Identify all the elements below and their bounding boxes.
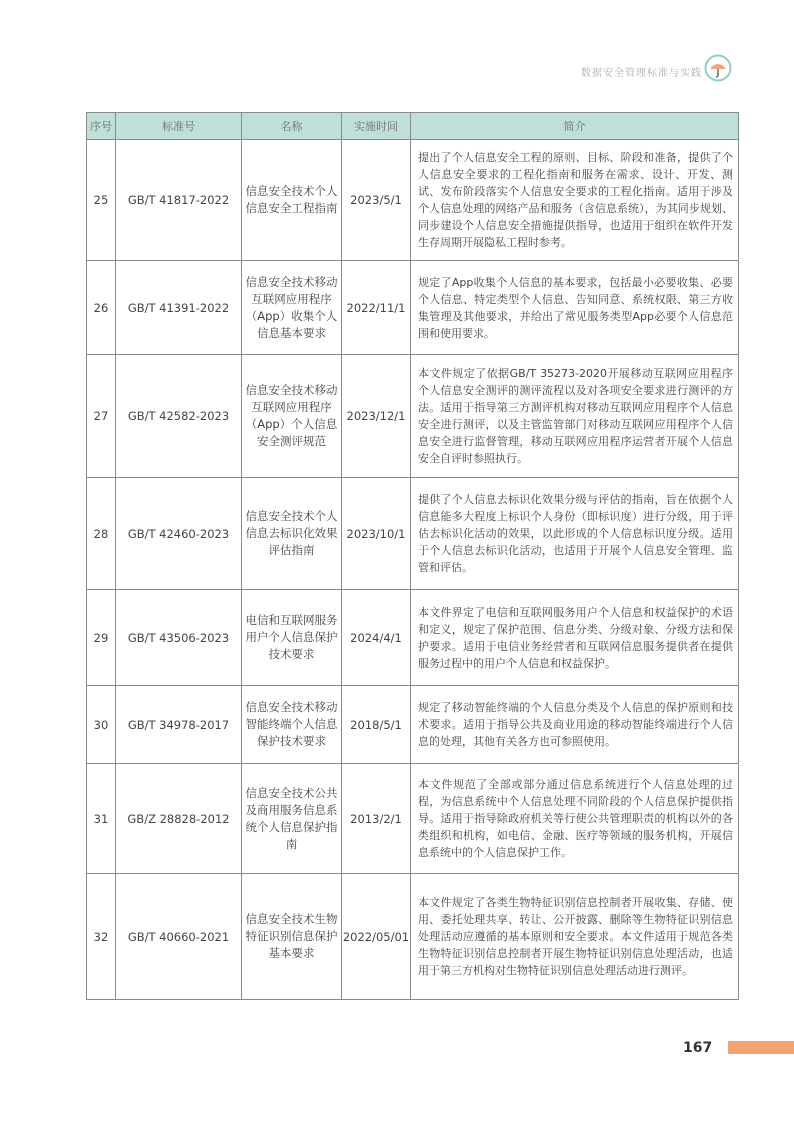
- row-description: 规定了移动智能终端的个人信息分类及个人信息的保护原则和技术要求。适用于指导公共及商业用途的移动智能终端进行个人信息的处理，其他有关各方也可参照使用。: [411, 686, 739, 764]
- row-date: 2013/2/1: [342, 764, 411, 874]
- row-description: 提出了个人信息安全工程的原则、目标、阶段和准备，提供了个人信息安全要求的工程化指南和服务在需求、设计、开发、测试、发布阶段落实个人信息安全要求的工程化指南。适用于涉及个人信息处理的网络产品和服务（含信息系统），为其同步规划、同步建设个人信息安全措施提供指导，也适用于组织在软件开发生存周期开展隐私工程时参考。: [411, 140, 739, 261]
- table-row: [87, 478, 739, 590]
- row-number: 25: [87, 140, 116, 261]
- row-number: 27: [87, 355, 116, 478]
- row-description: 本文件界定了电信和互联网服务用户个人信息和权益保护的术语和定义，规定了保护范围、信息分类、分级对象、分级方法和保护要求。适用于电信业务经营者和互联网信息服务提供者在提供服务过程中的用户个人信息和权益保护。: [411, 590, 739, 686]
- row-number: 31: [87, 764, 116, 874]
- row-number: 28: [87, 478, 116, 590]
- standards-table: [86, 112, 739, 1000]
- column-header-standard: 标准号: [116, 113, 242, 140]
- row-date: 2022/05/01: [342, 874, 411, 1000]
- column-header-date: 实施时间: [342, 113, 411, 140]
- row-description: 本文件规定了各类生物特征识别信息控制者开展收集、存储、使用、委托处理共享、转让、公开披露、删除等生物特征识别信息处理活动应遵循的基本原则和安全要求。本文件适用于规范各类生物特征识别信息控制者开展生物特征识别信息处理活动，也适用于第三方机构对生物特征识别信息处理活动进行测评。: [411, 874, 739, 1000]
- row-name: 信息安全技术公共及商用服务信息系统个人信息保护指南: [242, 764, 342, 874]
- table-row: [87, 874, 739, 1000]
- row-description: 规定了App收集个人信息的基本要求，包括最小必要收集、必要个人信息、特定类型个人信息、告知同意、系统权限、第三方收集管理及其他要求，并给出了常见服务类型App必要个人信息范围和使用要求。: [411, 261, 739, 355]
- row-number: 30: [87, 686, 116, 764]
- row-name: 信息安全技术生物特征识别信息保护基本要求: [242, 874, 342, 1000]
- row-standard: GB/T 42582-2023: [116, 355, 242, 478]
- row-name: 信息安全技术移动互联网应用程序（App）个人信息安全测评规范: [242, 355, 342, 478]
- row-date: 2023/5/1: [342, 140, 411, 261]
- header-title: 数据安全管理标准与实践: [581, 68, 702, 79]
- table-row: [87, 686, 739, 764]
- table-header-row: [87, 113, 739, 140]
- row-name: 信息安全技术个人信息安全工程指南: [242, 140, 342, 261]
- table-row: [87, 590, 739, 686]
- row-standard: GB/Z 28828-2012: [116, 764, 242, 874]
- row-name: 信息安全技术个人信息去标识化效果评估指南: [242, 478, 342, 590]
- row-standard: GB/T 41817-2022: [116, 140, 242, 261]
- page-number-accent-bar: [728, 1041, 794, 1054]
- table-row: [87, 261, 739, 355]
- row-date: 2023/12/1: [342, 355, 411, 478]
- column-header-name: 名称: [242, 113, 342, 140]
- column-header-number: 序号: [87, 113, 116, 140]
- row-date: 2024/4/1: [342, 590, 411, 686]
- row-standard: GB/T 40660-2021: [116, 874, 242, 1000]
- row-date: 2023/10/1: [342, 478, 411, 590]
- row-date: 2022/11/1: [342, 261, 411, 355]
- row-name: 信息安全技术移动智能终端个人信息保护技术要求: [242, 686, 342, 764]
- row-description: 本文件规定了依据GB/T 35273-2020开展移动互联网应用程序个人信息安全测评的测评流程以及对各项安全要求进行测评的方法。适用于指导第三方测评机构对移动互联网应用程序个人信息安全进行测评，以及主管监管部门对移动互联网应用程序个人信息安全进行监督管理，移动互联网应用程序运营者开展个人信息安全自评时参照执行。: [411, 355, 739, 478]
- row-number: 29: [87, 590, 116, 686]
- column-header-description: 简介: [411, 113, 739, 140]
- row-description: 提供了个人信息去标识化效果分级与评估的指南，旨在依据个人信息能多大程度上标识个人身份（即标识度）进行分级，用于评估去标识化活动的效果，以此形成的个人信息标识度分级。适用于个人信息去标识化活动，也适用于开展个人信息安全管理、监管和评估。: [411, 478, 739, 590]
- row-name: 电信和互联网服务 用户个人信息保护技术要求: [242, 590, 342, 686]
- table-row: [87, 764, 739, 874]
- table-row: [87, 355, 739, 478]
- row-standard: GB/T 42460-2023: [116, 478, 242, 590]
- umbrella-logo-icon: [704, 54, 732, 82]
- row-description: 本文件规范了全部或部分通过信息系统进行个人信息处理的过程，为信息系统中个人信息处理不同阶段的个人信息保护提供指导。适用于指导除政府机关等行使公共管理职责的机构以外的各类组织和机构，如电信、金融、医疗等领域的服务机构，开展信息系统中的个人信息保护工作。: [411, 764, 739, 874]
- table-row: [87, 140, 739, 261]
- row-name: 信息安全技术移动互联网应用程序（App）收集个人信息基本要求: [242, 261, 342, 355]
- row-standard: GB/T 34978-2017: [116, 686, 242, 764]
- row-number: 26: [87, 261, 116, 355]
- row-number: 32: [87, 874, 116, 1000]
- row-standard: GB/T 43506-2023: [116, 590, 242, 686]
- row-date: 2018/5/1: [342, 686, 411, 764]
- page-header: [0, 50, 794, 90]
- page-number: 167: [683, 1040, 713, 1056]
- row-standard: GB/T 41391-2022: [116, 261, 242, 355]
- standards-table-wrapper: [86, 112, 738, 1000]
